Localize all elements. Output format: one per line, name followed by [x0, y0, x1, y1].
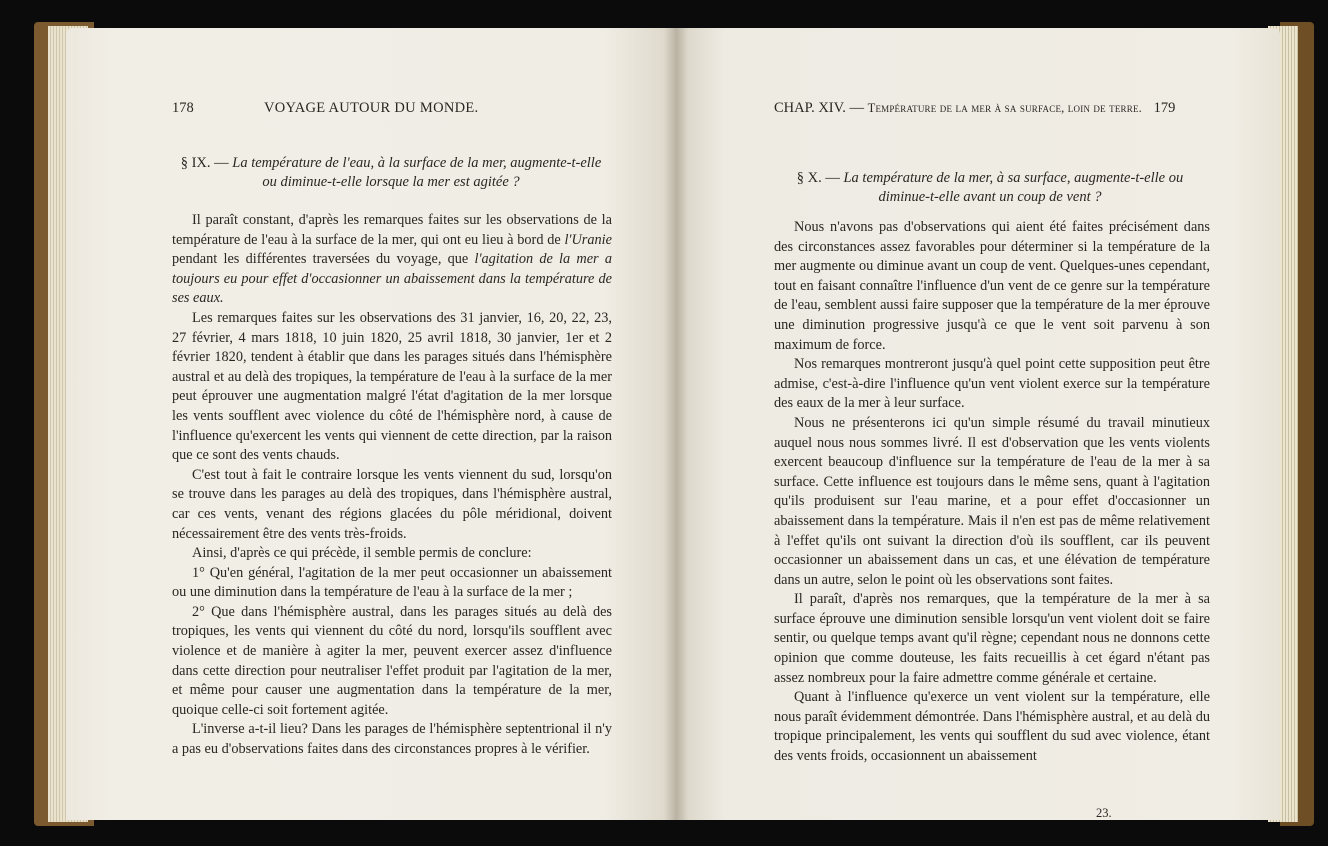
paragraph: Nous ne présenterons ici qu'un simple résumé du travail minutieux auquel nous nous sommes livré. Il est d'observation que les vents violents exercent beaucoup d'influence sur la température de l'eau de la mer à sa surface. Cette influence est toujours dans le même sens, quant à l'agitation qu'ils produisent sur l'eau marine, et a pour effet d'occasionner un abaissement dans la température. Mais il n'en est pas de même relativement à l'effet qu'ils ont suivant la direction d'où ils soufflent, car ils peuvent occasionner un abaissement dans un cas, et une élévation de température dans un autre, selon le point où les observations sont faites. [774, 414, 1210, 588]
section-mark: § X. — [796, 170, 840, 186]
paragraph: Quant à l'influence qu'exerce un vent violent sur la température, elle nous paraît évidemment démontrée. Dans l'hémisphère austral, et au delà du tropique principalement, les vents qui soufflent du sud avec violence, étant des vents froids, occasionnent un abaissement [774, 689, 1210, 765]
page-number: 179 [1153, 100, 1176, 116]
paragraph: C'est tout à fait le contraire lorsque les vents viennent du sud, lorsqu'on se trouve dans les parages au delà des tropiques, dans l'hémisphère austral, car ces vents, venant des régions glacées du pôle méridional, doivent nécessairement être des vents très-froids. [172, 466, 612, 542]
running-title: Température de la mer à sa surface, loin de terre. [867, 101, 1142, 115]
page-number: 178 [172, 100, 194, 116]
body-text [774, 218, 1210, 767]
section-heading [774, 169, 1206, 207]
paragraph: Nos remarques montreront jusqu'à quel point cette supposition peut être admise, c'est-à-dire l'influence qu'un vent violent exerce sur la température des eaux de la mer à leur surface. [774, 356, 1210, 412]
body-text [172, 211, 612, 760]
paragraph: Ainsi, d'après ce qui précède, il semble permis de conclure: [192, 545, 532, 562]
paragraph: Les remarques faites sur les observations des 31 janvier, 16, 20, 22, 23, 27 février, 4 mars 1818, 10 juin 1820, 25 avril 1818, 30 janvier, 1er et 2 février 1820, tendent à établir que dans les parages situés dans l'hémisphère austral et au delà des tropiques, la température de l'eau à la surface de la mer peut éprouver une augmentation malgré l'état d'agitation de la mer lorsque les vents soufflent avec violence du côté de l'hémisphère nord, à cause de l'influence qu'exercent les vents qui viennent de cette direction, par la raison que ce sont des vents chauds. [172, 309, 612, 464]
section-title: La température de l'eau, à la surface de la mer, augmente-t-elle ou diminue-t-elle lorsque la mer est agitée ? [232, 155, 602, 190]
italic-phrase: l'agitation de la mer a toujours eu pour effet d'occasionner un abaissement dans la température de ses eaux. [172, 251, 612, 307]
paragraph-text: Il paraît constant, d'après les remarques faites sur les observations de la température de l'eau à la surface de la mer, qui ont eu lieu à bord de [172, 212, 612, 248]
paragraph: Il paraît, d'après nos remarques, que la température de la mer à sa surface éprouve une diminution sensible lorsqu'un vent violent doit se faire sentir, ou quelque temps avant qu'il règne; cependant nous ne donnons cette opinion que comme douteuse, les faits recueillis à cet égard n'étant pas assez nombreux pour la faire admettre comme générale et certaine. [774, 591, 1210, 686]
book-gutter [664, 28, 688, 820]
paragraph-text: pendant les différentes traversées du voyage, que [172, 251, 469, 268]
right-page [676, 28, 1280, 820]
left-page [66, 28, 676, 820]
running-head-right [774, 100, 1174, 122]
signature-mark: 23. [1096, 806, 1112, 820]
paragraph: L'inverse a-t-il lieu? Dans les parages de l'hémisphère septentrional il n'y a pas eu d'observations faites dans des circonstances propres à le vérifier. [172, 721, 612, 758]
section-title: La température de la mer, à sa surface, augmente-t-elle ou diminue-t-elle avant un coup de vent ? [843, 170, 1184, 205]
running-head-left [172, 100, 544, 122]
running-title: VOYAGE AUTOUR DU MONDE. [264, 100, 479, 116]
paragraph: Nous n'avons pas d'observations qui aient été faites précisément dans des circonstances assez favorables pour déterminer si la température de la mer augmente ou diminue avant un coup de vent. Quelques-unes cependant, tout en faisant connaître l'influence d'un vent de ce genre sur la température de l'eau, semblent aussi faire supposer que la température de la mer éprouve une diminution progressive jusqu'à ce que le vent soit parvenu à son maximum de force. [774, 219, 1210, 353]
paragraph [172, 211, 612, 309]
running-chapter: CHAP. XIV. — [774, 100, 864, 116]
section-heading [172, 154, 610, 192]
paragraph: 2° Que dans l'hémisphère austral, dans les parages situés au delà des tropiques, les vents qui viennent du côté du nord, lorsqu'ils soufflent avec violence et de manière à agiter la mer, peuvent exercer assez d'influence dans cette direction pour neutraliser l'effet produit par l'agitation de la mer, et même pour causer une augmentation dans la température de la mer, quoique celle-ci soit fortement agitée. [172, 603, 612, 718]
paragraph: 1° Qu'en général, l'agitation de la mer peut occasionner un abaissement ou une diminution dans la température de l'eau à la surface de la mer ; [172, 564, 612, 601]
ship-name: l'Uranie [564, 231, 612, 248]
section-mark: § IX. — [180, 155, 229, 171]
